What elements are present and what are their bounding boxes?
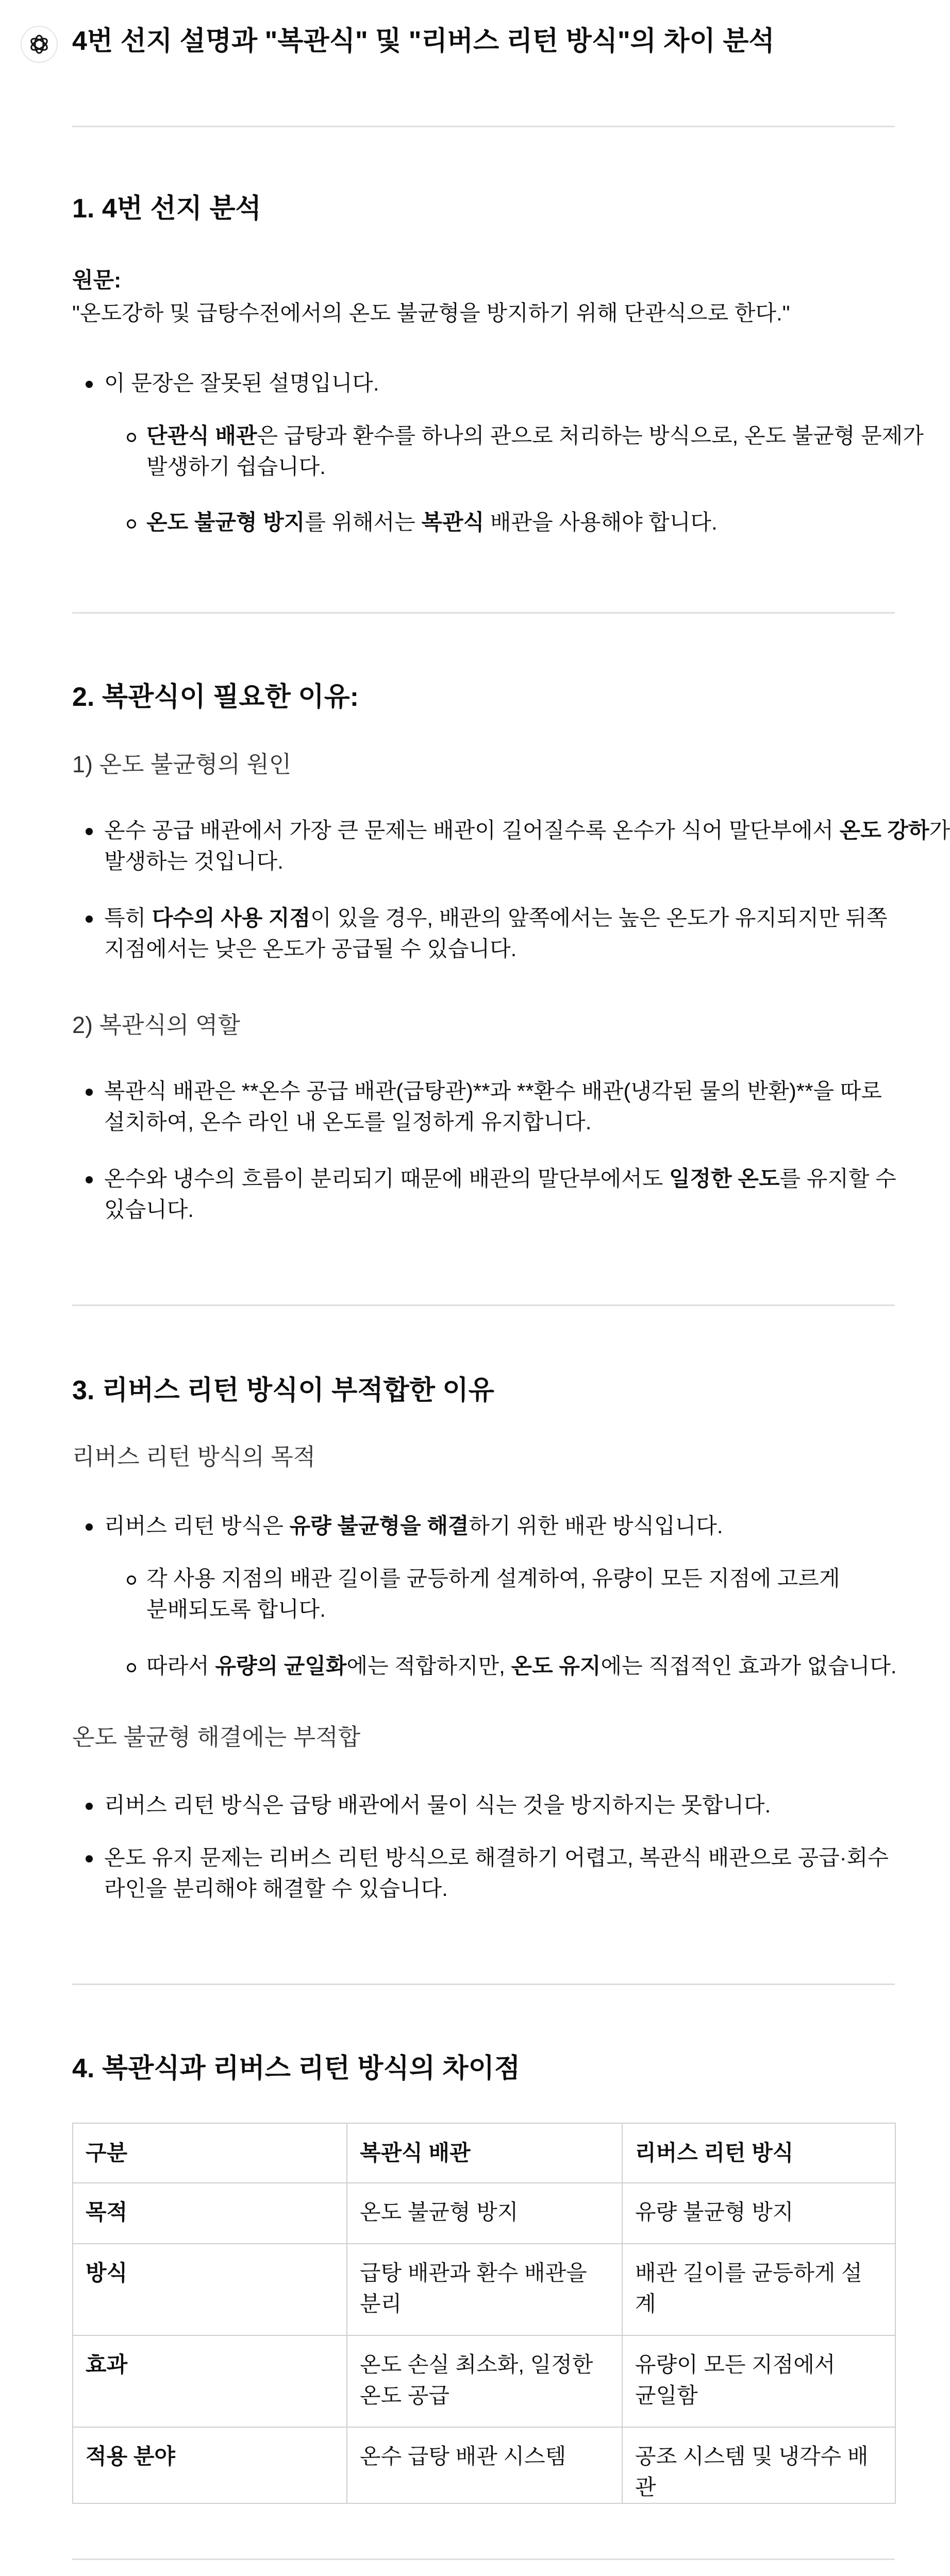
bullet-icon [86, 1089, 93, 1096]
table-header-cell: 구분 [73, 2123, 347, 2183]
table-header-cell: 복관식 배관 [347, 2123, 622, 2183]
comparison-table [72, 2123, 896, 2504]
bullet-icon [86, 916, 93, 923]
table-cell: 온도 불균형 방지 [347, 2183, 622, 2244]
subsection-heading: 2) 복관식의 역할 [72, 1012, 240, 1038]
table-cell: 급탕 배관과 환수 배관을 분리 [347, 2244, 622, 2335]
divider [72, 1984, 895, 1985]
list-item: 리버스 리턴 방식은 유량 불균형을 해결하기 위한 배관 방식입니다. [104, 1511, 723, 1541]
subsection-heading: 리버스 리턴 방식의 목적 [72, 1444, 316, 1470]
bullet-icon [127, 1663, 136, 1672]
table-cell: 온도 손실 최소화, 일정한 온도 공급 [347, 2335, 622, 2427]
divider [72, 1304, 895, 1306]
sub-list-item: 온도 불균형 방지를 위해서는 복관식 배관을 사용해야 합니다. [146, 507, 718, 538]
section-2-heading: 2. 복관식이 필요한 이유: [72, 682, 359, 712]
subsection-heading: 1) 온도 불균형의 원인 [72, 751, 292, 777]
table-header-cell: 리버스 리턴 방식 [622, 2123, 895, 2183]
bullet-icon [86, 1803, 93, 1810]
list-item: 복관식 배관은 **온수 공급 배관(급탕관)**과 **환수 배관(냉각된 물의 반환)**을 따로 설치하여, 온수 라인 내 온도를 일정하게 유지합니다. [104, 1076, 882, 1138]
list-item: 리버스 리턴 방식은 급탕 배관에서 물이 식는 것을 방지하지는 못합니다. [104, 1790, 771, 1821]
sub-list-item: 따라서 유량의 균일화에는 적합하지만, 온도 유지에는 직접적인 효과가 없습니다. [146, 1651, 897, 1682]
section-4-heading: 4. 복관식과 리버스 리턴 방식의 차이점 [72, 2054, 521, 2083]
bullet-icon [86, 1176, 93, 1183]
bullet-icon [127, 1575, 136, 1585]
table-cell: 방식 [73, 2244, 347, 2335]
bullet-icon [127, 519, 136, 529]
bullet-icon [86, 1855, 93, 1862]
table-cell: 효과 [73, 2335, 347, 2427]
divider [72, 126, 895, 127]
bullet-icon [86, 381, 93, 388]
table-row [73, 2335, 895, 2427]
bullet-icon [127, 433, 136, 442]
assistant-avatar [21, 26, 58, 63]
list-item: 온수와 냉수의 흐름이 분리되기 때문에 배관의 말단부에서도 일정한 온도를 유지할 수 있습니다. [104, 1163, 896, 1225]
sub-list-item: 각 사용 지점의 배관 길이를 균등하게 설계하여, 유량이 모든 지점에 고르게 분배되도록 합니다. [146, 1563, 840, 1625]
table-cell: 유량이 모든 지점에서 균일함 [622, 2335, 895, 2427]
response-title: 4번 선지 설명과 "복관식" 및 "리버스 리턴 방식"의 차이 분석 [72, 26, 775, 56]
table-cell: 배관 길이를 균등하게 설계 [622, 2244, 895, 2335]
table-header-row [73, 2123, 895, 2183]
sub-list-item: 단관식 배관은 급탕과 환수를 하나의 관으로 처리하는 방식으로, 온도 불균형 문제가 발생하기 쉽습니다. [146, 420, 924, 482]
divider [72, 2558, 895, 2560]
divider [72, 612, 895, 614]
table-cell: 유량 불균형 방지 [622, 2183, 895, 2244]
openai-logo-icon [28, 33, 51, 56]
subsection-heading: 온도 불균형 해결에는 부적합 [72, 1724, 361, 1750]
table-cell: 적용 분야 [73, 2427, 347, 2503]
table-cell: 온수 급탕 배관 시스템 [347, 2427, 622, 2503]
original-label: 원문: [72, 268, 122, 292]
section-3-heading: 3. 리버스 리턴 방식이 부적합한 이유 [72, 1376, 494, 1405]
list-item: 온수 공급 배관에서 가장 큰 문제는 배관이 길어질수록 온수가 식어 말단부에서 온도 강하가 발생하는 것입니다. [104, 815, 950, 877]
table-row [73, 2183, 895, 2244]
list-item: 특히 다수의 사용 지점이 있을 경우, 배관의 앞쪽에서는 높은 온도가 유지되지만 뒤쪽 지점에서는 낮은 온도가 공급될 수 있습니다. [104, 903, 888, 964]
bullet-icon [86, 828, 93, 835]
original-quote: "온도강하 및 급탕수전에서의 온도 불균형을 방지하기 위해 단관식으로 한다." [72, 301, 790, 325]
table-cell: 목적 [73, 2183, 347, 2244]
list-item: 온도 유지 문제는 리버스 리턴 방식으로 해결하기 어렵고, 복관식 배관으로 공급·회수 라인을 분리해야 해결할 수 있습니다. [104, 1842, 889, 1904]
table-cell: 공조 시스템 및 냉각수 배관 [622, 2427, 895, 2503]
table-row [73, 2244, 895, 2335]
table-row [73, 2427, 895, 2503]
bullet-icon [86, 1523, 93, 1531]
list-item: 이 문장은 잘못된 설명입니다. [104, 368, 379, 399]
section-1-heading: 1. 4번 선지 분석 [72, 194, 261, 224]
